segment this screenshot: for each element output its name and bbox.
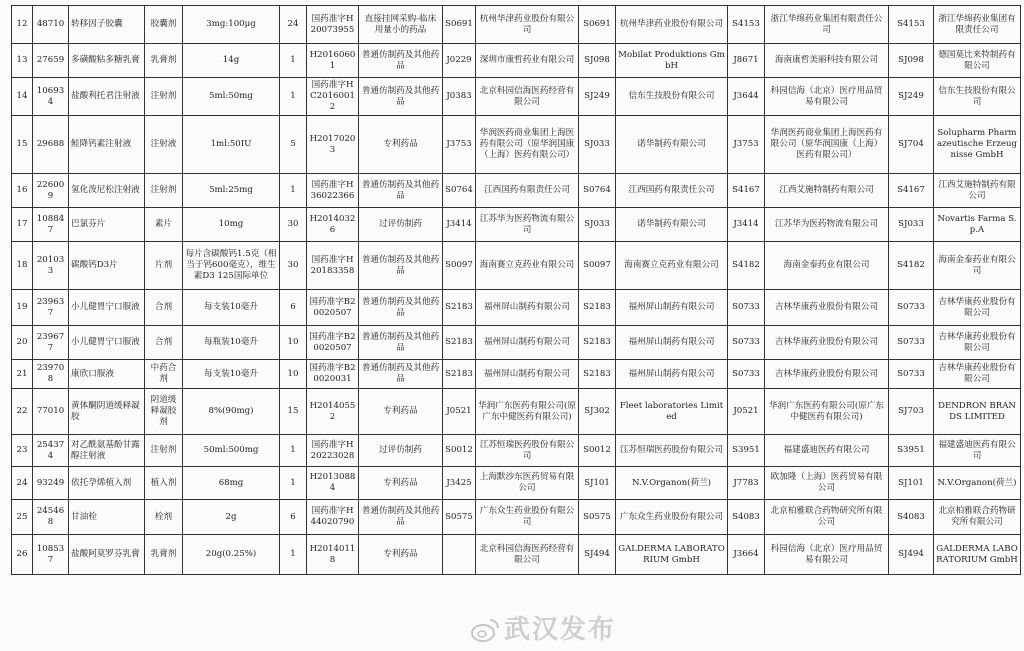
cell-specification: 68mg [183, 467, 280, 500]
cell-dosage-form: 阴道缓释凝胶剂 [145, 389, 183, 435]
cell-supplier-code: J0229 [443, 44, 476, 78]
cell-agent-name: 海南金泰药业有限公司 [765, 242, 889, 290]
cell-drug-name: 鲑降钙素注射液 [69, 116, 145, 174]
cell-manufacturer-code: S0764 [579, 174, 616, 208]
table-row [12, 78, 1021, 116]
cell-supplier-name: 江西国药有限责任公司 [476, 174, 579, 208]
cell-agent-code: S0733 [728, 326, 765, 360]
cell-holder-code: S4153 [889, 6, 934, 44]
cell-drug-name: 甘油栓 [69, 500, 145, 535]
cell-agent-name: 华润广东医药有限公司(原广东中健医药有限公司) [765, 389, 889, 435]
cell-supplier-name: 深圳市康哲药业有限公司 [476, 44, 579, 78]
cell-drug-category: 普通仿制药及其他药品 [359, 44, 443, 78]
cell-supplier-name: 杭州华津药业股份有限公司 [476, 6, 579, 44]
cell-row-no: 25 [12, 500, 33, 535]
cell-approval-number: H20140118 [307, 535, 359, 575]
cell-holder-name: 海南金泰药业有限公司 [934, 242, 1021, 290]
cell-holder-code: S0733 [889, 326, 934, 360]
cell-drug-code: 239677 [33, 326, 69, 360]
cell-drug-code: 245468 [33, 500, 69, 535]
cell-holder-code: S4167 [889, 174, 934, 208]
cell-supplier-code: J3753 [443, 116, 476, 174]
cell-manufacturer-name: 广东众生药业股份有限公司 [616, 500, 728, 535]
cell-manufacturer-code: SJ033 [579, 208, 616, 242]
cell-manufacturer-name: Mobilat Produktions GmbH [616, 44, 728, 78]
cell-specification: 2g [183, 500, 280, 535]
cell-drug-name: 转移因子胶囊 [69, 6, 145, 44]
cell-drug-code: 106934 [33, 78, 69, 116]
cell-manufacturer-name: GALDERMA LABORATORIUM GmbH [616, 535, 728, 575]
cell-pack-quantity: 1 [280, 535, 307, 575]
cell-agent-code: J3644 [728, 78, 765, 116]
cell-row-no: 17 [12, 208, 33, 242]
cell-holder-name: N.V.Organon(荷兰) [934, 467, 1021, 500]
cell-manufacturer-code: S0575 [579, 500, 616, 535]
cell-specification: 50ml:500mg [183, 435, 280, 467]
cell-supplier-name: 上海默沙东医药贸易有限公司 [476, 467, 579, 500]
cell-holder-code: SJ703 [889, 389, 934, 435]
cell-agent-code: S3951 [728, 435, 765, 467]
cell-drug-name: 小儿健胃宁口服液 [69, 326, 145, 360]
cell-approval-number: 国药准字H20223028 [307, 435, 359, 467]
cell-supplier-code: S2183 [443, 290, 476, 326]
cell-agent-name: 吉林华康药业股份有限公司 [765, 326, 889, 360]
cell-manufacturer-name: 诺华制药有限公司 [616, 208, 728, 242]
cell-drug-category: 普通仿制药及其他药品 [359, 500, 443, 535]
table-row [12, 535, 1021, 575]
cell-pack-quantity: 1 [280, 435, 307, 467]
cell-drug-code: 239637 [33, 290, 69, 326]
cell-drug-code: 108537 [33, 535, 69, 575]
cell-drug-name: 康欣口服液 [69, 360, 145, 389]
cell-dosage-form: 素片 [145, 208, 183, 242]
cell-pack-quantity: 24 [280, 6, 307, 44]
cell-row-no: 16 [12, 174, 33, 208]
table-row [12, 389, 1021, 435]
cell-holder-code: SJ704 [889, 116, 934, 174]
cell-pack-quantity: 1 [280, 467, 307, 500]
cell-approval-number: 国药准字HC20160012 [307, 78, 359, 116]
cell-agent-code: S4153 [728, 6, 765, 44]
cell-supplier-name: 华润广东医药有限公司(原广东中健医药有限公司) [476, 389, 579, 435]
cell-supplier-code: S0691 [443, 6, 476, 44]
cell-pack-quantity: 15 [280, 389, 307, 435]
cell-row-no: 24 [12, 467, 33, 500]
cell-holder-code: S4083 [889, 500, 934, 535]
cell-row-no: 22 [12, 389, 33, 435]
cell-manufacturer-code: SJ033 [579, 116, 616, 174]
cell-drug-category: 专利药品 [359, 467, 443, 500]
cell-manufacturer-code: SJ494 [579, 535, 616, 575]
table-row [12, 242, 1021, 290]
cell-holder-code: S4182 [889, 242, 934, 290]
cell-holder-name: 德国莫比来特制药有限公司 [934, 44, 1021, 78]
cell-approval-number: 国药准字H20073955 [307, 6, 359, 44]
cell-holder-code: SJ033 [889, 208, 934, 242]
cell-drug-category: 过评仿制药 [359, 435, 443, 467]
cell-pack-quantity: 30 [280, 208, 307, 242]
cell-manufacturer-code: SJ302 [579, 389, 616, 435]
cell-drug-category: 专利药品 [359, 116, 443, 174]
cell-manufacturer-name: 福州屏山制药有限公司 [616, 360, 728, 389]
cell-manufacturer-code: S0012 [579, 435, 616, 467]
cell-manufacturer-code: S0691 [579, 6, 616, 44]
cell-holder-name: Novartis Farma S.p.A [934, 208, 1021, 242]
cell-row-no: 14 [12, 78, 33, 116]
cell-dosage-form: 中药合剂 [145, 360, 183, 389]
cell-specification: 20g(0.25%) [183, 535, 280, 575]
cell-dosage-form: 注射剂 [145, 435, 183, 467]
cell-supplier-code [443, 535, 476, 575]
cell-drug-name: 对乙酰氨基酚甘露醇注射液 [69, 435, 145, 467]
cell-holder-code: SJ101 [889, 467, 934, 500]
cell-dosage-form: 胶囊剂 [145, 6, 183, 44]
cell-supplier-name: 福州屏山制药有限公司 [476, 326, 579, 360]
cell-agent-code: J3414 [728, 208, 765, 242]
cell-drug-category: 普通仿制药及其他药品 [359, 78, 443, 116]
cell-supplier-code: S0097 [443, 242, 476, 290]
table-row [12, 208, 1021, 242]
cell-agent-code: S4182 [728, 242, 765, 290]
cell-drug-category: 普通仿制药及其他药品 [359, 242, 443, 290]
cell-drug-code: 108847 [33, 208, 69, 242]
table-row [12, 290, 1021, 326]
cell-dosage-form: 栓剂 [145, 500, 183, 535]
cell-holder-code: S0733 [889, 290, 934, 326]
cell-holder-name: GALDERMA LABORATORIUM GmbH [934, 535, 1021, 575]
cell-drug-category: 普通仿制药及其他药品 [359, 360, 443, 389]
cell-row-no: 18 [12, 242, 33, 290]
cell-supplier-code: J0383 [443, 78, 476, 116]
weibo-logo-icon [470, 617, 500, 643]
table-row [12, 174, 1021, 208]
cell-agent-name: 华润医药商业集团上海医药有限公司（原华润国康（上海）医药有限公司） [765, 116, 889, 174]
cell-drug-category: 专利药品 [359, 535, 443, 575]
cell-drug-code: 226009 [33, 174, 69, 208]
cell-specification: 每片含碳酸钙1.5克（相当于钙600毫克），维生素D3 125国际单位 [183, 242, 280, 290]
table-row [12, 44, 1021, 78]
cell-holder-name: 福建盛迪医药有限公司 [934, 435, 1021, 467]
cell-dosage-form: 植入剂 [145, 467, 183, 500]
cell-supplier-code: J3414 [443, 208, 476, 242]
cell-drug-code: 48710 [33, 6, 69, 44]
cell-manufacturer-name: 杭州华津药业股份有限公司 [616, 6, 728, 44]
cell-drug-category: 过评仿制药 [359, 208, 443, 242]
table-row [12, 500, 1021, 535]
cell-drug-category: 专利药品 [359, 389, 443, 435]
cell-supplier-code: J3425 [443, 467, 476, 500]
cell-specification: 14g [183, 44, 280, 78]
cell-manufacturer-name: 海南赛立克药业有限公司 [616, 242, 728, 290]
cell-agent-code: S4167 [728, 174, 765, 208]
cell-specification: 每支装10毫升 [183, 290, 280, 326]
cell-agent-name: 科园信海（北京）医疗用品贸易有限公司 [765, 78, 889, 116]
cell-approval-number: 国药准字B20020031 [307, 360, 359, 389]
cell-drug-name: 多磺酸粘多糖乳膏 [69, 44, 145, 78]
cell-manufacturer-name: 诺华制药有限公司 [616, 116, 728, 174]
cell-dosage-form: 注射液 [145, 116, 183, 174]
cell-supplier-name: 广东众生药业股份有限公司 [476, 500, 579, 535]
cell-approval-number: H20140552 [307, 389, 359, 435]
cell-specification: 5ml:25mg [183, 174, 280, 208]
cell-approval-number: H20130884 [307, 467, 359, 500]
cell-drug-name: 黄体酮阴道缓释凝胶 [69, 389, 145, 435]
cell-pack-quantity: 1 [280, 174, 307, 208]
cell-specification: 10mg [183, 208, 280, 242]
cell-drug-name: 氢化泼尼松注射液 [69, 174, 145, 208]
cell-holder-code: S0733 [889, 360, 934, 389]
cell-holder-name: 浙江华绵药业集团有限责任公司 [934, 6, 1021, 44]
cell-supplier-name: 华润医药商业集团上海医药有限公司（原华润国康（上海）医药有限公司） [476, 116, 579, 174]
cell-specification: 每支装10毫升 [183, 360, 280, 389]
cell-agent-name: 海南康哲美丽科技有限公司 [765, 44, 889, 78]
drug-list-table [11, 5, 1021, 575]
cell-manufacturer-code: S2183 [579, 360, 616, 389]
cell-drug-name: 巴氯芬片 [69, 208, 145, 242]
cell-drug-name: 碳酸钙D3片 [69, 242, 145, 290]
cell-agent-code: J7783 [728, 467, 765, 500]
cell-agent-name: 江西艾施特制药有限公司 [765, 174, 889, 208]
cell-drug-name: 盐酸阿莫罗芬乳膏 [69, 535, 145, 575]
table-row [12, 6, 1021, 44]
cell-holder-code: SJ494 [889, 535, 934, 575]
cell-row-no: 15 [12, 116, 33, 174]
cell-approval-number: 国药准字H20183358 [307, 242, 359, 290]
cell-holder-name: 信东生技股份有限公司 [934, 78, 1021, 116]
cell-agent-code: J3664 [728, 535, 765, 575]
cell-holder-name: Solupharm Pharmazeutische Erzeugnisse GmbH [934, 116, 1021, 174]
cell-approval-number: 国药准字B20020507 [307, 290, 359, 326]
cell-manufacturer-code: S2183 [579, 326, 616, 360]
cell-supplier-code: S0764 [443, 174, 476, 208]
table-body [12, 6, 1021, 575]
cell-agent-name: 福建盛迪医药有限公司 [765, 435, 889, 467]
cell-specification: 每瓶装10毫升 [183, 326, 280, 360]
cell-supplier-code: S2183 [443, 326, 476, 360]
cell-manufacturer-code: SJ101 [579, 467, 616, 500]
cell-manufacturer-name: 江苏恒瑞医药股份有限公司 [616, 435, 728, 467]
cell-supplier-code: S0012 [443, 435, 476, 467]
cell-drug-category: 直接挂网采购-临床用量小的药品 [359, 6, 443, 44]
cell-supplier-name: 福州屏山制药有限公司 [476, 290, 579, 326]
cell-drug-code: 27659 [33, 44, 69, 78]
cell-drug-name: 小儿健胃宁口服液 [69, 290, 145, 326]
cell-approval-number: H20170203 [307, 116, 359, 174]
cell-agent-code: J0521 [728, 389, 765, 435]
cell-supplier-name: 海南赛立克药业有限公司 [476, 242, 579, 290]
cell-approval-number: 国药准字H44020790 [307, 500, 359, 535]
table-row [12, 467, 1021, 500]
cell-drug-category: 普通仿制药及其他药品 [359, 290, 443, 326]
cell-supplier-name: 江苏华为医药物流有限公司 [476, 208, 579, 242]
cell-agent-name: 江苏华为医药物流有限公司 [765, 208, 889, 242]
cell-drug-name: 盐酸利托君注射液 [69, 78, 145, 116]
cell-supplier-name: 北京科园信海医药经营有限公司 [476, 78, 579, 116]
cell-agent-name: 科园信海（北京）医疗用品贸易有限公司 [765, 535, 889, 575]
cell-manufacturer-name: 福州屏山制药有限公司 [616, 290, 728, 326]
cell-dosage-form: 合剂 [145, 326, 183, 360]
cell-row-no: 12 [12, 6, 33, 44]
cell-row-no: 19 [12, 290, 33, 326]
cell-row-no: 26 [12, 535, 33, 575]
cell-holder-code: S3951 [889, 435, 934, 467]
cell-approval-number: 国药准字H36022366 [307, 174, 359, 208]
watermark [470, 614, 616, 646]
cell-pack-quantity: 1 [280, 44, 307, 78]
cell-row-no: 23 [12, 435, 33, 467]
cell-holder-code: SJ098 [889, 44, 934, 78]
cell-holder-name: 吉林华康药业股份有限公司 [934, 326, 1021, 360]
cell-dosage-form: 注射剂 [145, 174, 183, 208]
cell-drug-code: 93249 [33, 467, 69, 500]
watermark-text: 武汉发布 [504, 615, 617, 645]
cell-manufacturer-code: SJ098 [579, 44, 616, 78]
cell-agent-name: 欧加隆（上海）医药贸易有限公司 [765, 467, 889, 500]
cell-specification: 1ml:50IU [183, 116, 280, 174]
cell-dosage-form: 片剂 [145, 242, 183, 290]
cell-row-no: 20 [12, 326, 33, 360]
cell-supplier-name: 江苏恒瑞医药股份有限公司 [476, 435, 579, 467]
cell-agent-name: 吉林华康药业股份有限公司 [765, 360, 889, 389]
cell-agent-code: J3753 [728, 116, 765, 174]
cell-agent-code: S0733 [728, 290, 765, 326]
cell-dosage-form: 乳膏剂 [145, 535, 183, 575]
cell-drug-category: 普通仿制药及其他药品 [359, 326, 443, 360]
cell-pack-quantity: 5 [280, 116, 307, 174]
cell-dosage-form: 合剂 [145, 290, 183, 326]
cell-agent-code: S0733 [728, 360, 765, 389]
table-row [12, 326, 1021, 360]
cell-pack-quantity: 10 [280, 326, 307, 360]
cell-drug-name: 依托孕烯植入剂 [69, 467, 145, 500]
cell-supplier-code: J0521 [443, 389, 476, 435]
cell-holder-name: 江西艾施特制药有限公司 [934, 174, 1021, 208]
cell-row-no: 13 [12, 44, 33, 78]
cell-drug-code: 254374 [33, 435, 69, 467]
cell-holder-name: 吉林华康药业股份有限公司 [934, 360, 1021, 389]
cell-manufacturer-code: S0097 [579, 242, 616, 290]
cell-holder-name: DENDRON BRANDS LIMITED [934, 389, 1021, 435]
cell-specification: 8%(90mg) [183, 389, 280, 435]
cell-manufacturer-name: 信东生技股份有限公司 [616, 78, 728, 116]
cell-row-no: 21 [12, 360, 33, 389]
cell-agent-code: S4083 [728, 500, 765, 535]
cell-supplier-name: 北京科园信海医药经营有限公司 [476, 535, 579, 575]
cell-pack-quantity: 1 [280, 78, 307, 116]
cell-approval-number: H20140326 [307, 208, 359, 242]
cell-pack-quantity: 10 [280, 360, 307, 389]
cell-manufacturer-name: Fleet laboratories Limited [616, 389, 728, 435]
cell-drug-code: 239708 [33, 360, 69, 389]
cell-specification: 5ml:50mg [183, 78, 280, 116]
cell-pack-quantity: 30 [280, 242, 307, 290]
cell-drug-code: 77010 [33, 389, 69, 435]
table-row [12, 360, 1021, 389]
cell-agent-name: 浙江华绵药业集团有限责任公司 [765, 6, 889, 44]
cell-drug-category: 普通仿制药及其他药品 [359, 174, 443, 208]
cell-supplier-name: 福州屏山制药有限公司 [476, 360, 579, 389]
cell-manufacturer-name: N.V.Organon(荷兰) [616, 467, 728, 500]
cell-specification: 3mg:100μg [183, 6, 280, 44]
cell-supplier-code: S0575 [443, 500, 476, 535]
cell-drug-code: 201033 [33, 242, 69, 290]
cell-pack-quantity: 6 [280, 500, 307, 535]
table-row [12, 116, 1021, 174]
cell-approval-number: 国药准字B20020507 [307, 326, 359, 360]
table-row [12, 435, 1021, 467]
cell-manufacturer-code: S2183 [579, 290, 616, 326]
cell-agent-name: 北京柏雅联合药物研究所有限公司 [765, 500, 889, 535]
cell-pack-quantity: 6 [280, 290, 307, 326]
cell-holder-name: 北京柏雅联合药物研究所有限公司 [934, 500, 1021, 535]
cell-agent-name: 吉林华康药业股份有限公司 [765, 290, 889, 326]
cell-supplier-code: S2183 [443, 360, 476, 389]
cell-holder-code: SJ249 [889, 78, 934, 116]
cell-drug-code: 29688 [33, 116, 69, 174]
cell-dosage-form: 乳膏剂 [145, 44, 183, 78]
cell-manufacturer-name: 江西国药有限责任公司 [616, 174, 728, 208]
cell-agent-code: J8671 [728, 44, 765, 78]
cell-dosage-form: 注射剂 [145, 78, 183, 116]
cell-approval-number: H20160601 [307, 44, 359, 78]
cell-manufacturer-name: 福州屏山制药有限公司 [616, 326, 728, 360]
cell-manufacturer-code: SJ249 [579, 78, 616, 116]
cell-holder-name: 吉林华康药业股份有限公司 [934, 290, 1021, 326]
